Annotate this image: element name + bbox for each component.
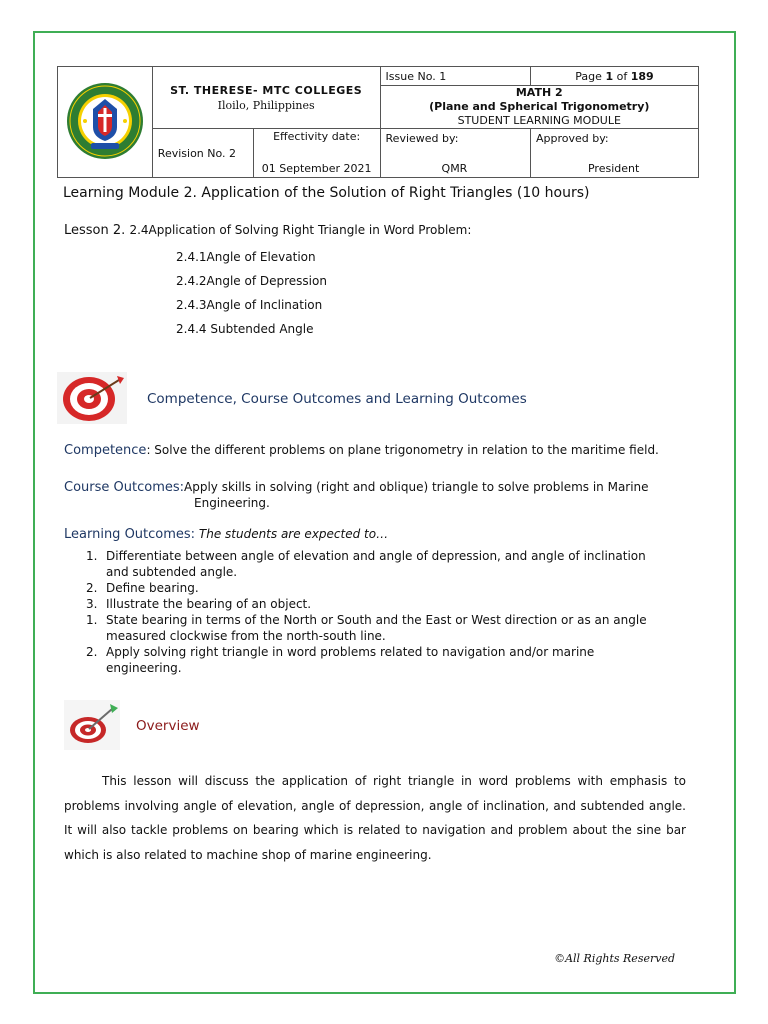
reviewed-cell (380, 129, 530, 178)
lesson-title: 2.4Application of Solving Right Triangle in Word Problem: (129, 223, 472, 237)
lesson-label: Lesson 2. (64, 223, 126, 238)
module-type: STUDENT LEARNING MODULE (457, 114, 621, 127)
school-name-cell (152, 67, 380, 129)
effectivity-label: Effectivity date: (273, 130, 361, 143)
lesson-topic: 2.4.1Angle of Elevation (176, 250, 316, 264)
school-location: Iloilo, Philippines (217, 98, 315, 112)
learning-outcomes-list (86, 548, 686, 676)
course-title: (Plane and Spherical Trigonometry) (429, 100, 650, 113)
approved-label: Approved by: (535, 131, 609, 145)
lesson-heading (64, 223, 471, 238)
competence-statement (64, 442, 659, 459)
revision-no: Revision No. 2 (152, 129, 253, 178)
reviewed-by: QMR (441, 161, 468, 175)
course-outcomes-label: Course Outcomes: (64, 480, 185, 495)
competence-text: : Solve the different problems on plane trigonometry in relation to the maritime field. (146, 443, 659, 457)
module-title: Learning Module 2. Application of the Solution of Right Triangles (10 hours) (63, 185, 590, 201)
page-number: Page 1 of 189 (530, 67, 698, 86)
effectivity-cell (253, 129, 380, 178)
course-outcomes-line1: Apply skills in solving (right and oblique) triangle to solve problems in Marine (184, 480, 649, 494)
overview-body (64, 769, 686, 867)
lesson-topic: 2.4.2Angle of Depression (176, 274, 327, 288)
page-total: 189 (630, 69, 654, 83)
copyright-footer: ©All Rights Reserved (554, 952, 675, 965)
document-header-table (57, 66, 699, 178)
school-name: ST. THERESE- MTC COLLEGES (170, 83, 363, 97)
list-item: 2. Apply solving right triangle in word problems related to navigation and/or marine engineering. (86, 645, 595, 675)
learning-outcomes-label: Learning Outcomes: (64, 527, 196, 542)
logo-cell (58, 67, 153, 178)
course-outcomes (64, 479, 649, 496)
list-item: 3. Illustrate the bearing of an object. (86, 597, 312, 611)
lesson-topic: 2.4.4 Subtended Angle (176, 322, 314, 336)
issue-no: Issue No. 1 (380, 67, 530, 86)
target-icon (57, 372, 127, 424)
course-info (380, 86, 698, 129)
competence-label: Competence (64, 443, 147, 458)
page-current: 1 (605, 69, 614, 83)
overview-paragraph: This lesson will discuss the application of right triangle in word problems with emphasis to problems involving angle of elevation, angle of depression, angle of inclination, and subtended angle. It will also tackle problems on bearing which is related to navigation and problem about the sine bar which is also related to machine shop of marine engineering. (64, 774, 686, 862)
approved-by: President (587, 161, 640, 175)
overview-target-icon (64, 700, 120, 750)
learning-outcomes-intro-text: The students are expected to… (195, 527, 389, 541)
effectivity-date: 01 September 2021 (261, 162, 372, 175)
list-item: 2. Define bearing. (86, 581, 199, 595)
list-item: 1. Differentiate between angle of elevation and angle of depression, and angle of inclination and subtended angle. (86, 549, 646, 579)
learning-outcomes-intro (64, 526, 388, 543)
lesson-topic: 2.4.3Angle of Inclination (176, 298, 323, 312)
list-item: 1. State bearing in terms of the North or South and the East or West direction or as an angle measured clockwise from the north-south line. (86, 613, 647, 643)
course-outcomes-line2: Engineering. (194, 496, 270, 510)
approved-cell (530, 129, 698, 178)
competence-heading: Competence, Course Outcomes and Learning Outcomes (147, 391, 527, 407)
overview-heading: Overview (136, 718, 200, 734)
school-seal-icon (65, 81, 145, 161)
course-code: MATH 2 (515, 86, 563, 99)
reviewed-label: Reviewed by: (385, 131, 459, 145)
